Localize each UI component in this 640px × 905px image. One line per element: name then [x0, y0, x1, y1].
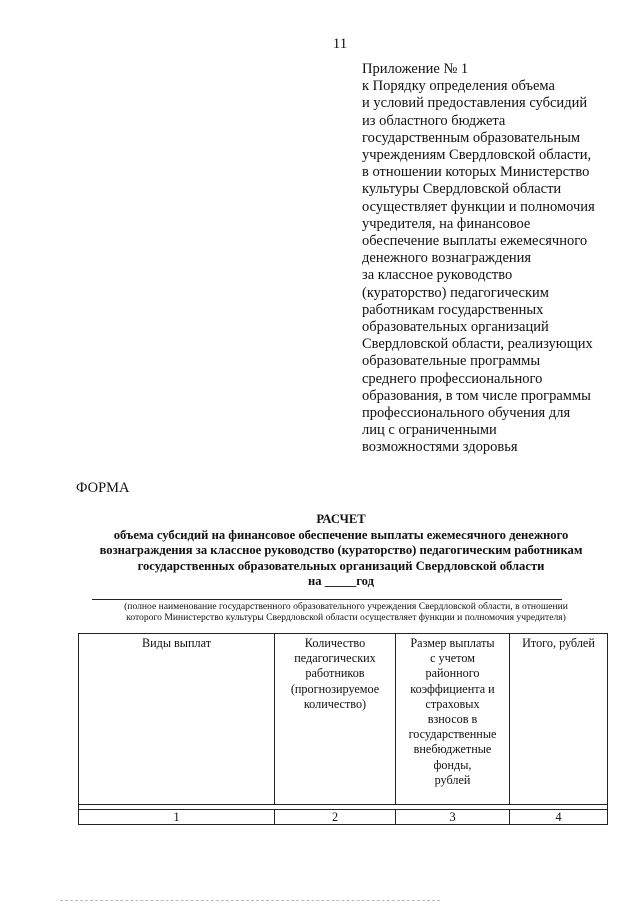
institution-note	[72, 601, 620, 623]
appendix-line: государственным образовательным	[362, 129, 581, 146]
institution-name-blank	[92, 599, 562, 600]
calculation-table	[78, 633, 608, 825]
column-number: 1	[79, 810, 275, 825]
appendix-line: денежного вознаграждения	[362, 250, 532, 267]
column-header-line: страховых	[425, 696, 480, 711]
column-header-line: Количество	[304, 636, 366, 650]
appendix-line: лиц с ограниченными	[362, 422, 497, 439]
header-row	[79, 634, 608, 805]
title-heading: РАСЧЕТ	[316, 512, 366, 526]
column-header	[396, 634, 510, 805]
column-header-line: (прогнозируемое	[290, 681, 380, 696]
appendix-line: учреждениям Свердловской области,	[362, 147, 592, 164]
appendix-line: из областного бюджета	[362, 112, 506, 129]
appendix-line: за классное руководство	[362, 267, 513, 284]
appendix-line: в отношении которых Министерство	[362, 164, 590, 181]
column-header	[79, 634, 275, 805]
column-header-line: работников	[305, 666, 365, 681]
document-title	[70, 512, 612, 590]
column-header-line: коэффициента и	[410, 681, 495, 696]
note-line: которого Министерство культуры Свердловской области осуществляет функции и полномочия учредителя)	[126, 612, 566, 623]
column-number: 4	[510, 810, 608, 825]
title-line: на _____год	[308, 574, 374, 589]
title-line: государственных образовательных организаций Свердловской области	[137, 558, 545, 573]
scan-edge	[60, 900, 440, 901]
appendix-line: возможностями здоровья	[362, 439, 518, 456]
column-header-line: районного	[425, 666, 480, 681]
column-header-line: педагогических	[294, 651, 376, 666]
appendix-line: Приложение № 1	[362, 61, 469, 77]
column-header-line: Итого, рублей	[522, 636, 595, 650]
note-line: (полное наименование государственного образовательного учреждения Свердловской области, в отношении	[124, 601, 568, 612]
column-number-row	[79, 810, 608, 825]
column-number: 2	[275, 810, 396, 825]
appendix-line: образования, в том числе программы	[362, 387, 591, 404]
column-header-line: Виды выплат	[141, 636, 212, 650]
appendix-line: Свердловской области, реализующих	[362, 336, 593, 353]
appendix-line: (кураторство) педагогическим	[362, 284, 549, 301]
column-header-line: фонды,	[433, 757, 472, 772]
column-header-line: внебюджетные	[413, 742, 492, 757]
appendix-block	[362, 61, 622, 457]
title-line: вознаграждения за классное руководство (кураторство) педагогическим работникам	[99, 543, 583, 558]
appendix-line: обеспечение выплаты ежемесячного	[362, 233, 588, 250]
appendix-line: работникам государственных	[362, 301, 544, 318]
column-header	[275, 634, 396, 805]
column-header-line: Размер выплаты	[410, 636, 495, 650]
column-header-line: взносов в	[427, 712, 478, 727]
appendix-line: культуры Свердловской области	[362, 181, 562, 198]
appendix-line: профессионального обучения для	[362, 405, 571, 422]
column-number: 3	[396, 810, 510, 825]
form-label: ФОРМА	[76, 480, 130, 496]
column-header-line: с учетом	[430, 651, 475, 666]
title-line: объема субсидий на финансовое обеспечение выплаты ежемесячного денежного	[113, 527, 569, 542]
column-header-line: рублей	[434, 772, 471, 787]
appendix-line: образовательных организаций	[362, 319, 549, 336]
appendix-line: образовательные программы	[362, 353, 541, 370]
column-header-line: количество)	[303, 696, 367, 711]
column-header	[510, 634, 608, 805]
page-number: 11	[332, 36, 348, 52]
column-header-line: государственные	[408, 727, 497, 742]
appendix-line: осуществляет функции и полномочия	[362, 198, 595, 215]
appendix-line: учредителя, на финансовое	[362, 215, 531, 232]
appendix-line: и условий предоставления субсидий	[362, 95, 588, 112]
appendix-line: к Порядку определения объема	[362, 78, 555, 95]
appendix-line: среднего профессионального	[362, 370, 543, 387]
